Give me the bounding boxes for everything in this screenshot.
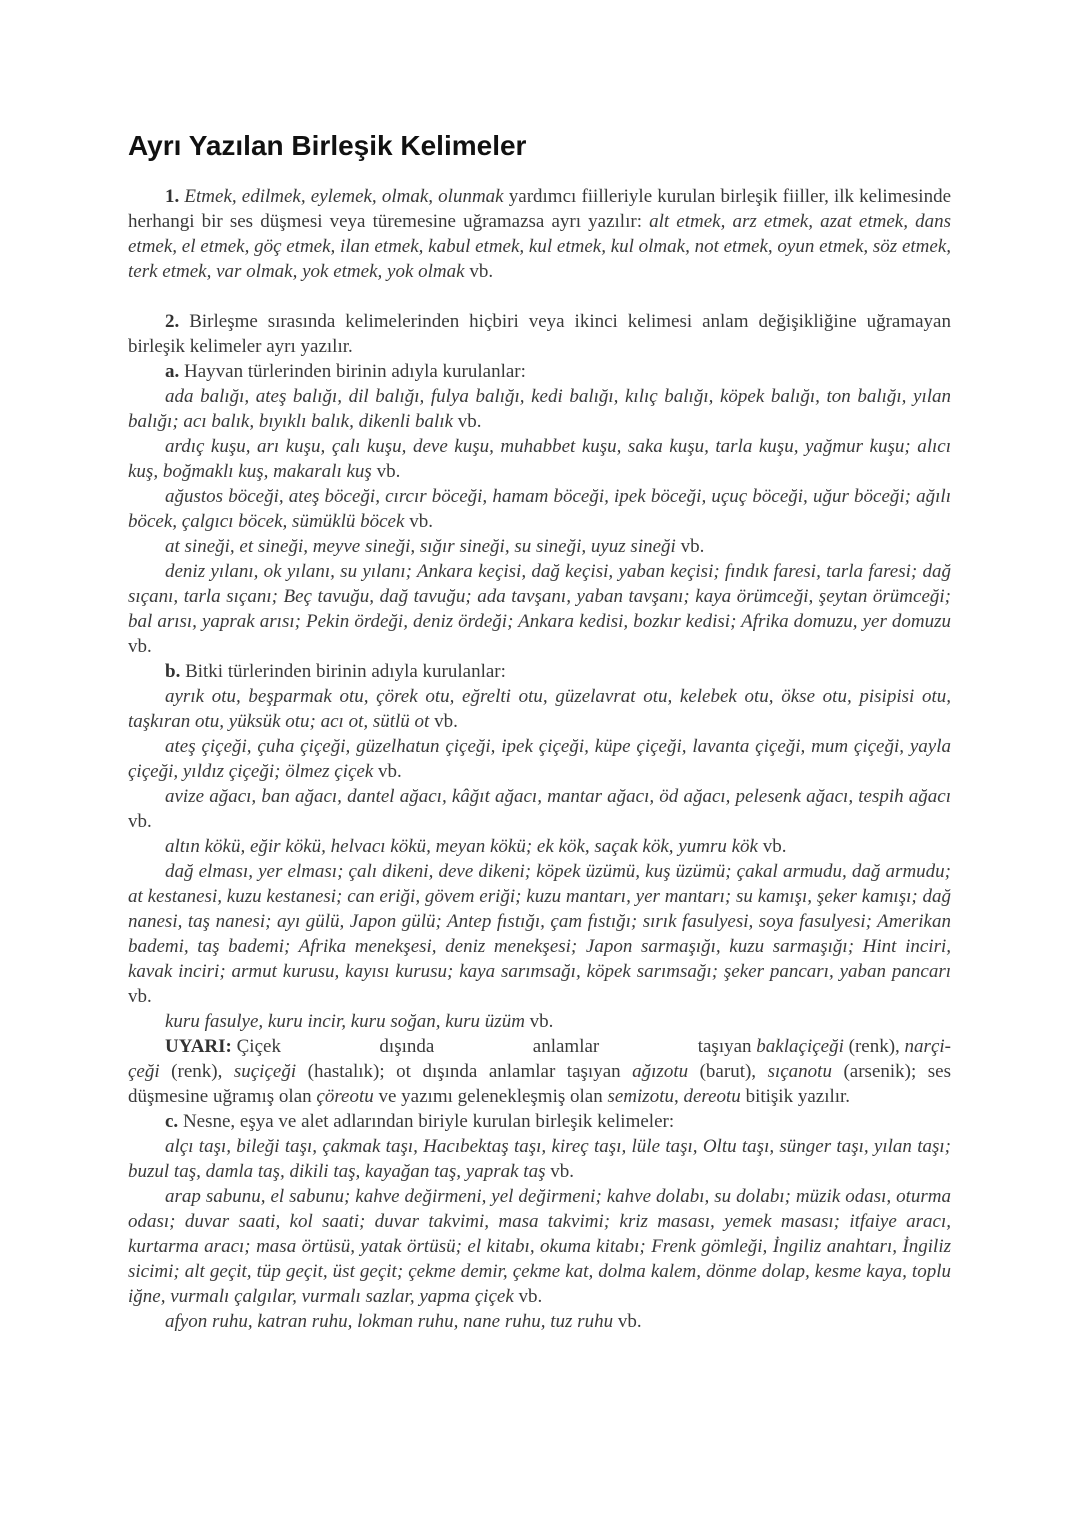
vb-suffix: vb. (545, 1161, 574, 1182)
vb-suffix: vb. (524, 1011, 554, 1032)
section-a-label: a. (165, 361, 180, 382)
example-text: at sineği, et sineği, meyve sineği, sığır sineği, su sineği, uyuz sineği (165, 536, 676, 557)
warning-term: narçi- (904, 1036, 951, 1057)
example-line (128, 784, 951, 834)
example-text: ağustos böceği, ateş böceği, cırcır böceği, hamam böceği, ipek böceği, uçuç böceği, uğur böceği; ağılı böcek, çalgıcı böcek, sümüklü böcek (128, 486, 951, 532)
warning-label: UYARI: (165, 1036, 232, 1057)
page-title: Ayrı Yazılan Birleşik Kelimeler (128, 130, 527, 161)
example-text: ateş çiçeği, çuha çiçeği, güzelhatun çiçeği, ipek çiçeği, küpe çiçeği, lavanta çiçeği, mum çiçeği, yayla çiçeği, yıldız çiçeği; ölmez çiçek (128, 736, 951, 782)
example-text: ayrık otu, beşparmak otu, çörek otu, eğrelti otu, güzelavrat otu, kelebek otu, ökse otu, pisipisi otu, taşkıran otu, yüksük otu; acı ot, sütlü ot (128, 686, 951, 732)
document-body (128, 184, 951, 1334)
rule-2-paragraph (128, 309, 951, 359)
vb-suffix: vb. (371, 461, 401, 482)
rule-2-number: 2. (165, 311, 180, 332)
warning-term: çöreotu (316, 1086, 374, 1107)
warning-term: suçiçeği (233, 1061, 297, 1082)
warning-term: baklaçiçeği (756, 1036, 844, 1057)
vb-suffix: vb. (464, 261, 494, 282)
example-line (128, 734, 951, 784)
section-c-heading (128, 1109, 951, 1134)
warning-word: anlamlar (532, 1036, 600, 1057)
rule-1-number: 1. (165, 186, 180, 207)
rule-1-paragraph (128, 184, 951, 284)
warning-tail (698, 1034, 951, 1059)
warning-term: semizotu (607, 1086, 674, 1107)
warning-text: (barut), (688, 1061, 768, 1082)
example-text: kuru fasulye, kuru incir, kuru soğan, kuru üzüm (165, 1011, 525, 1032)
example-line (128, 684, 951, 734)
document-page (128, 128, 951, 1334)
section-b-heading (128, 659, 951, 684)
example-line (128, 1309, 951, 1334)
example-line (128, 1009, 951, 1034)
warning-term: dereotu (683, 1086, 741, 1107)
warning-term: sıçanotu (767, 1061, 832, 1082)
example-text: ardıç kuşu, arı kuşu, çalı kuşu, deve kuşu, muhabbet kuşu, saka kuşu, tarla kuşu, yağmur kuşu; alıcı kuş, boğmaklı kuş, makaralı kuş (128, 436, 951, 482)
example-line (128, 834, 951, 859)
vb-suffix: vb. (373, 761, 402, 782)
example-text: arap sabunu, el sabunu; kahve değirmeni, yel değirmeni; kahve dolabı, su dolabı; müzik odası, oturma odası; duvar saati, kol saati; duvar takvimi, masa takvimi; kriz masası, yemek masası; itfaiye aracı, kurtarma aracı; masa örtüsü, yatak örtüsü; el kitabı, okuma kitabı; Frenk gömleği, İngiliz anahtarı, İngiliz sicimi; alt geçit, tüp geçit, üst geçit; çekme demir, çekme kat, dolma kalem, dönme dolap, kesme kaya, toplu iğne, vurmalı çalgılar, vurmalı sazlar, yapma çiçek (128, 1186, 951, 1307)
vb-suffix: vb. (404, 511, 433, 532)
vb-suffix: vb. (757, 836, 787, 857)
warning-text: (renk), (843, 1036, 905, 1057)
warning-text: bitişik yazılır. (740, 1086, 851, 1107)
warning-text: ve yazımı gelenekleşmiş olan (373, 1086, 608, 1107)
section-b-label: b. (165, 661, 181, 682)
vb-suffix: vb. (429, 711, 458, 732)
vb-suffix: vb. (513, 1286, 543, 1307)
vb-suffix: vb. (675, 536, 705, 557)
warning-text: (renk), (159, 1061, 234, 1082)
section-a-text: Hayvan türlerinden birinin adıyla kurulanlar: (179, 361, 526, 382)
warning-word: taşıyan (697, 1036, 752, 1057)
vb-suffix: vb. (128, 811, 152, 832)
warning-lead (165, 1034, 281, 1059)
warning-word: Çiçek (236, 1036, 281, 1057)
warning-word: dışında (379, 1036, 435, 1057)
example-line (128, 859, 951, 1009)
example-line (128, 484, 951, 534)
example-line (128, 559, 951, 659)
rule-2-text: Birleşme sırasında kelimelerinden hiçbiri veya ikinci kelimesi anlam değişikliğine uğramayan birleşik kelimeler ayrı yazılır. (128, 311, 951, 357)
warning-text: (hastalık); ot dışında anlamlar taşıyan (296, 1061, 633, 1082)
example-text: avize ağacı, ban ağacı, dantel ağacı, kâğıt ağacı, mantar ağacı, öd ağacı, pelesenk ağacı, tespih ağacı (165, 786, 951, 807)
example-line (128, 1184, 951, 1309)
warning-term: çeği (128, 1061, 160, 1082)
warning-text: , (673, 1086, 684, 1107)
vb-suffix: vb. (613, 1311, 642, 1332)
warning-block (128, 1034, 951, 1109)
example-text: ada balığı, ateş balığı, dil balığı, fulya balığı, kedi balığı, kılıç balığı, köpek balığı, ton balığı, yılan balığı; acı balık, bıyıklı balık, dikenli balık (128, 386, 951, 432)
example-text: altın kökü, eğir kökü, helvacı kökü, meyan kökü; ek kök, saçak kök, yumru kök (165, 836, 758, 857)
vb-suffix: vb. (128, 986, 152, 1007)
warning-term: ağızotu (632, 1061, 689, 1082)
example-line (128, 384, 951, 434)
rule-1-examples: alt etmek, arz etmek, azat etmek, dans etmek, el etmek, göç etmek, ilan etmek, kabul etmek, kul etmek, kul olmak, not etmek, oyun etmek, söz etmek, terk etmek, var olmak, yok etmek, yok olmak (128, 211, 951, 282)
section-a-heading (128, 359, 951, 384)
warning-rest (128, 1059, 951, 1109)
example-text: dağ elması, yer elması; çalı dikeni, deve dikeni; köpek üzümü, kuş üzümü; çakal armudu, dağ armudu; at kestanesi, kuzu kestanesi; can eriği, gövem eriği; kuzu mantarı, yer mantarı; su kamışı, şeker kamışı; dağ nanesi, taş nanesi; ayı gülü, Japon gülü; Antep fıstığı, çam fıstığı; sırık fasulyesi, soya fasulyesi; Amerikan bademi, taş bademi; Afrika menekşesi, deniz menekşesi; Japon sarmaşığı, kuzu sarmaşığı; Hint inciri, kavak inciri; armut kurusu, kayısı kurusu; kaya sarımsağı, köpek sarımsağı; şeker pancarı, yaban pancarı (128, 861, 951, 982)
section-c-label: c. (165, 1111, 179, 1132)
rule-1-text: yardımcı fiilleriyle kurulan birleşik fiiller, ilk kelimesinde herhangi bir ses düşmesi veya türemesine uğramazsa ayrı yazılır: (128, 186, 951, 232)
example-text: deniz yılanı, ok yılanı, su yılanı; Ankara keçisi, dağ keçisi, yaban keçisi; fındık faresi, tarla faresi; dağ sıçanı, tarla sıçanı; Beç tavuğu, dağ tavuğu; ada tavşanı, yaban tavşanı; kaya örümceği, şeytan örümceği; bal arısı, yaprak arısı; Pekin ördeği, deniz ördeği; Ankara kedisi, bozkır kedisi; Afrika domuzu, yer domuzu (128, 561, 951, 632)
example-text: afyon ruhu, katran ruhu, lokman ruhu, nane ruhu, tuz ruhu (165, 1311, 614, 1332)
warning-text: (arsenik); ses düşmesine uğramış olan (128, 1061, 951, 1107)
vb-suffix: vb. (453, 411, 482, 432)
example-line (128, 434, 951, 484)
warning-first-line (128, 1034, 951, 1059)
example-text: alçı taşı, bileği taşı, çakmak taşı, Hacıbektaş taşı, kireç taşı, lüle taşı, Oltu taşı, sünger taşı, yılan taşı; buzul taş, damla taş, dikili taş, kayağan taş, yaprak taş (128, 1136, 951, 1182)
example-line (128, 534, 951, 559)
rule-1-lead: Etmek, edilmek, eylemek, olmak, olunmak (184, 186, 504, 207)
vb-suffix: vb. (128, 636, 152, 657)
section-c-text: Nesne, eşya ve alet adlarından biriyle kurulan birleşik kelimeler: (178, 1111, 675, 1132)
example-line (128, 1134, 951, 1184)
section-b-text: Bitki türlerinden birinin adıyla kurulanlar: (180, 661, 506, 682)
